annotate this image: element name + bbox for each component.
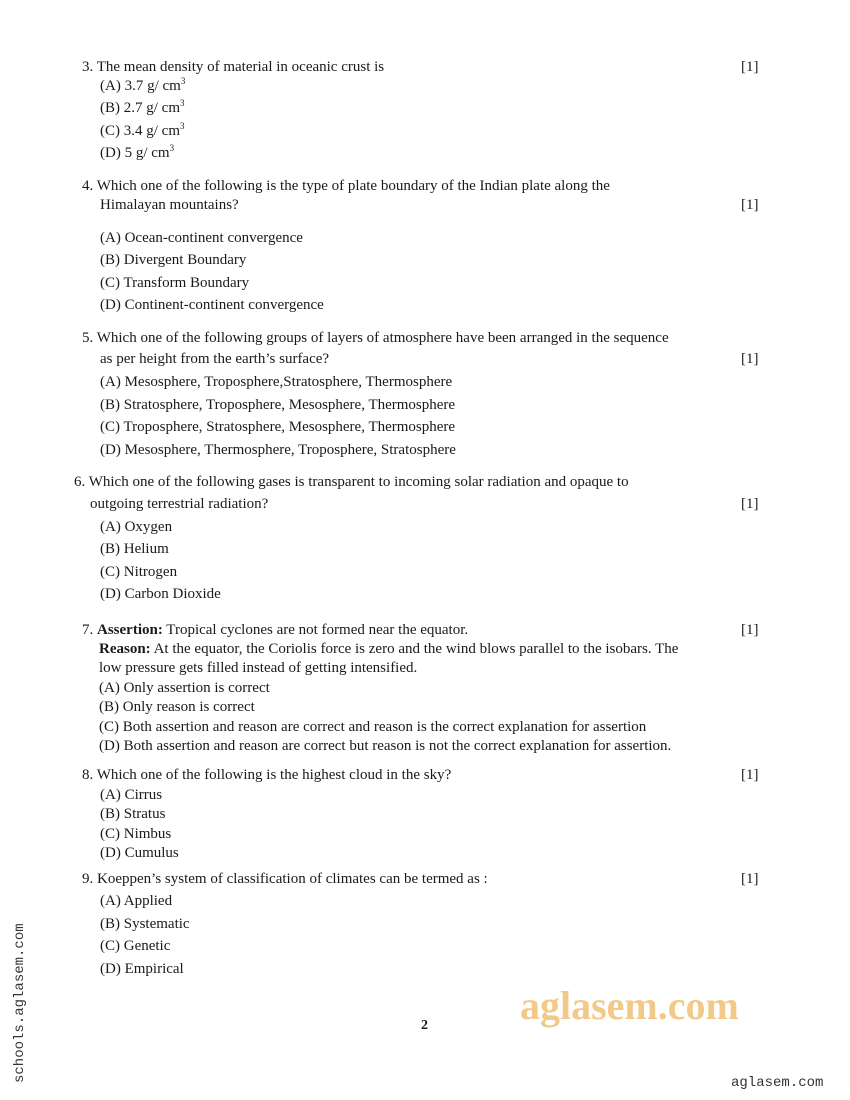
option-b: (B) Stratosphere, Troposphere, Mesosphere, Thermosphere — [100, 397, 456, 413]
marks: [1] — [741, 622, 759, 638]
page-number: 2 — [421, 1018, 428, 1033]
question-text: 4. Which one of the following is the type of plate boundary of the Indian plate along the — [82, 178, 610, 194]
question-text-cont: outgoing terrestrial radiation? — [90, 496, 269, 512]
option-c: (C) Nitrogen — [100, 564, 178, 580]
option-a: (A) Only assertion is correct — [99, 680, 270, 696]
option-c: (C) Genetic — [100, 938, 171, 954]
watermark: aglasem.com — [520, 983, 739, 1028]
question-text: 3. The mean density of material in oceanic crust is — [82, 59, 385, 75]
marks: [1] — [741, 496, 759, 512]
option-b: (B) Systematic — [100, 916, 190, 932]
option-a: (A) Ocean-continent convergence — [100, 230, 303, 246]
option-a: (A) 3.7 g/ $cm^3$ — [100, 76, 186, 94]
option-d: (D) Cumulus — [100, 845, 179, 861]
option-d: (D) Continent-continent convergence — [100, 297, 324, 313]
option-a: (A) Oxygen — [100, 519, 173, 535]
question-text: 6. Which one of the following gases is transparent to incoming solar radiation and opaque to — [74, 474, 629, 490]
marks: [1] — [741, 767, 759, 783]
assertion-line: 7. Assertion: Tropical cyclones are not formed near the equator. — [82, 622, 469, 638]
option-c: (C) Nimbus — [100, 826, 172, 842]
option-b: (B) Only reason is correct — [99, 699, 255, 715]
option-a: (A) Cirrus — [100, 787, 163, 803]
option-a: (A) Applied — [100, 893, 173, 909]
question-text: 8. Which one of the following is the highest cloud in the sky? — [82, 767, 452, 783]
option-c: (C) 3.4 g/ $cm^3$ — [100, 121, 185, 139]
option-d: (D) 5 g/ $cm^3$ — [100, 143, 175, 161]
option-d: (D) Both assertion and reason are correct but reason is not the correct explanation for assertion. — [99, 738, 672, 754]
option-d: (D) Mesosphere, Thermosphere, Troposphere, Stratosphere — [100, 442, 456, 458]
side-site-label: schools.aglasem.com — [12, 923, 28, 1083]
option-c: (C) Troposphere, Stratosphere, Mesosphere, Thermosphere — [100, 419, 456, 435]
question-text: 9. Koeppen’s system of classification of climates can be termed as : — [82, 871, 488, 887]
marks: [1] — [741, 59, 759, 75]
marks: [1] — [741, 351, 759, 367]
marks: [1] — [741, 871, 759, 887]
option-b: (B) Divergent Boundary — [100, 252, 247, 268]
option-d: (D) Carbon Dioxide — [100, 586, 221, 602]
option-c: (C) Transform Boundary — [100, 275, 250, 291]
question-text-cont: Himalayan mountains? — [100, 197, 239, 213]
footer-site-label: aglasem.com — [731, 1075, 824, 1091]
reason-line: Reason: At the equator, the Coriolis force is zero and the wind blows parallel to the isobars. The — [99, 641, 679, 657]
option-b: (B) Helium — [100, 541, 169, 557]
question-text-cont: as per height from the earth’s surface? — [100, 351, 330, 367]
option-b: (B) 2.7 g/ $cm^3$ — [100, 98, 185, 116]
marks: [1] — [741, 197, 759, 213]
option-d: (D) Empirical — [100, 961, 184, 977]
question-text: 5. Which one of the following groups of layers of atmosphere have been arranged in the sequence — [82, 330, 669, 346]
option-a: (A) Mesosphere, Troposphere,Stratosphere, Thermosphere — [100, 374, 453, 390]
option-b: (B) Stratus — [100, 806, 166, 822]
reason-cont: low pressure gets filled instead of getting intensified. — [99, 660, 418, 676]
option-c: (C) Both assertion and reason are correct and reason is the correct explanation for assertion — [99, 719, 647, 735]
